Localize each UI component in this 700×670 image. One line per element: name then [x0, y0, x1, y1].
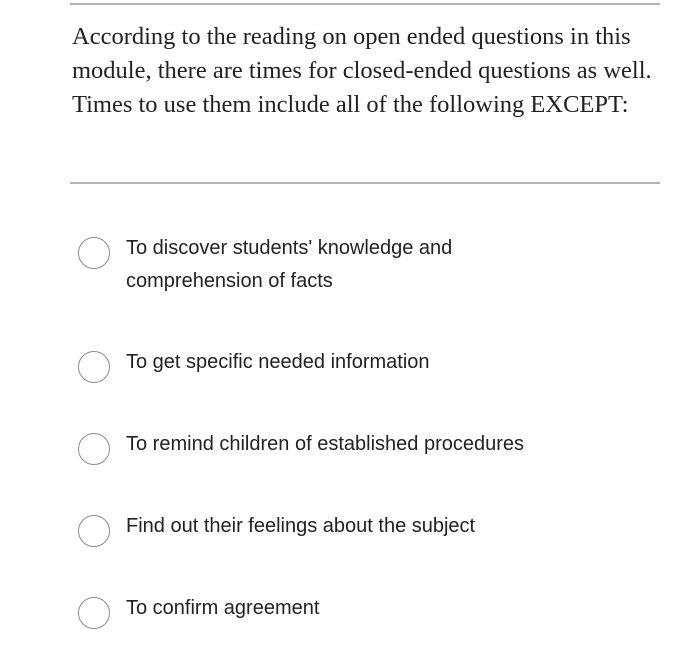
radio-button-icon[interactable] — [78, 597, 110, 629]
radio-button-icon[interactable] — [78, 515, 110, 547]
option-1[interactable] — [78, 237, 566, 298]
question-text: According to the reading on open ended questions in this module, there are times for closed-ended questions as well. Times to use them include all of the following EXCEPT: — [72, 23, 652, 118]
option-2[interactable] — [78, 351, 566, 383]
option-label: Find out their feelings about the subject — [126, 515, 476, 537]
answer-options — [78, 0, 678, 670]
option-5[interactable] — [78, 597, 566, 629]
radio-button-icon[interactable] — [78, 351, 110, 383]
radio-button-icon[interactable] — [78, 433, 110, 465]
option-4[interactable] — [78, 515, 566, 547]
option-label: To discover students' knowledge and comprehension of facts — [126, 237, 453, 292]
radio-button-icon[interactable] — [78, 237, 110, 269]
option-3[interactable] — [78, 433, 566, 465]
option-label: To confirm agreement — [126, 597, 320, 619]
option-label: To get specific needed information — [126, 351, 430, 373]
option-label: To remind children of established procedures — [126, 433, 524, 455]
